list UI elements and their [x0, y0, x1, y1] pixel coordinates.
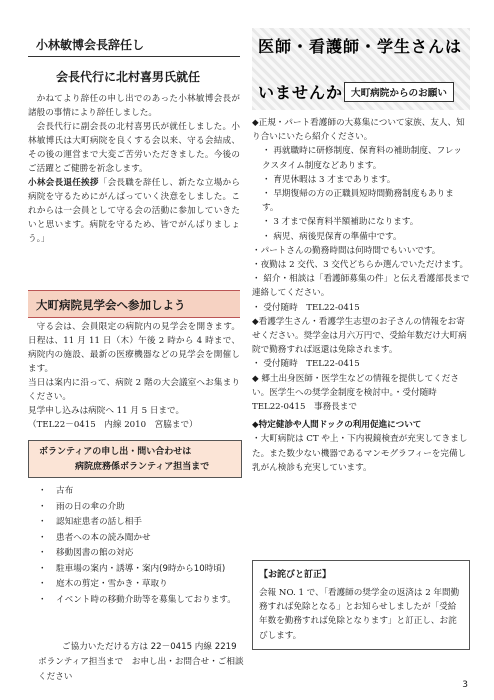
resignation-para-2: 会長代行に副会長の北村喜男氏が就任しました。小林敏博氏は大町病院を良くする会以来、守る会結成、その後の運営まで大変ご苦労いただきました。今後のご活躍とご健勝を祈念します。 [28, 122, 240, 174]
recruit-line: ◆正規・パート看護師の大募集について家族、友人、知り合いにいたら紹介ください。 [252, 118, 465, 143]
list-item: ・ イベント時の移動介助等を募集しております。 [38, 593, 240, 609]
article-subtitle: 会長代行に北村喜男氏就任 [56, 70, 201, 84]
list-item: ・ 認知症患者の話し相手 [38, 515, 240, 531]
volunteer-contact-line-2: ボランティア担当まで お申し出・お問合せ・ご相談ください [38, 657, 244, 682]
apology-title: 【お詫びと訂正】 [259, 570, 332, 580]
recruit-line: ・ 早期復帰の方の正職員短時間勤務制度もあります。 [262, 189, 454, 214]
greeting-para [28, 176, 240, 246]
recruit-line: ・ 受付随時 TEL22-0415 [252, 359, 360, 370]
resignation-article [28, 92, 240, 246]
recruit-title-line-2: いませんか [258, 83, 344, 102]
volunteer-header-box [28, 440, 242, 478]
apology-text: 会報 NO. 1 で、「看護師の奨学金の返済は 2 年間勤務すれば免除となる」とお知らせしましたが「受給年数を勤務すれば免除となります」と訂正し、お詫びします。 [259, 588, 460, 641]
recruit-title-line-1: 医師・看護師・学生さんは [258, 37, 463, 56]
resignation-para-1: かねてより辞任の申し出でのあった小林敏博会長が諸般の事情により辞任しました。 [28, 94, 240, 118]
greeting-label: 小林会長退任挨拶 [28, 178, 99, 188]
page-number: 3 [462, 680, 468, 690]
tour-header-band [28, 290, 240, 318]
recruit-line: ・ 再就職時に研修制度、保育料の補助制度、フレックスタイム制度などあります。 [262, 146, 462, 171]
recruit-line: ・ 紹介・相談は「看護師募集の件」と伝え看護部長まで連絡してください。 [252, 274, 470, 299]
volunteer-header-line-1: ボランティアの申し出・問い合わせは [39, 447, 192, 457]
tour-para-2: 当日は案内に沿って、病院 2 階の大会議室へお集まりください。 [28, 378, 240, 402]
recruit-line: ・ 育児休暇は 3 才まであります。 [262, 174, 396, 185]
list-item: ・ 患者への本の読み聞かせ [38, 531, 240, 547]
volunteer-list [38, 484, 240, 608]
recruit-line: ・ 3 才まで保育料半額補助になります。 [262, 217, 419, 228]
article-title: 小林敏博会長辞任し [36, 38, 145, 52]
list-item: ・ 移動図書の館の対応 [38, 546, 240, 562]
tour-para-4: （TEL22－0415 内線 2010 宮脇まで） [28, 420, 198, 430]
tour-header: 大町病院見学会へ参加しよう [36, 298, 186, 312]
list-item: ・ 古布 [38, 484, 240, 500]
tour-para-3: 見学申し込みは病院へ 11 月 5 日まで。 [28, 406, 185, 416]
recruit-hero [252, 28, 470, 110]
recruit-line: ◆ 郷土出身医師・医学生などの情報を提供してください。医学生への奨学金制度を検討中。・受付随時 TEL22-0415 事務長まで [252, 373, 459, 413]
greeting-text: 「会長職を辞任し、新たな立場から病院を守るためにがんばっていく決意をしました。これからは一会員として守る会の活動に参加していきたいと思います。病院を守るため、皆でがんばりましょう。」 [28, 178, 240, 244]
volunteer-contact-line-1: ご協力いただける方は 22－0415 内線 2219 [62, 642, 237, 652]
checkup-text: ・大町病院は CT や上・下内視鏡検査が充実してきました。また数少ない機器であるマンモグラフィーを完備し乳がん検診も充実しています。 [252, 434, 468, 473]
title-rule [28, 56, 240, 57]
recruit-request-box: 大町病院からのお願い [344, 82, 454, 102]
recruit-body [252, 116, 470, 475]
tour-para-1: 守る会は、会員限定の病院内の見学会を開きます。日程は、11 月 11 日（木）午後 2 時から 4 時まで、病院内の施設、最新の医療機器などの見学会を開催します。 [28, 322, 240, 374]
apology-notice [252, 560, 470, 650]
volunteer-contact [38, 640, 250, 685]
recruit-line: ・夜勤は 2 交代、3 交代どちらか選んでいただけます。 [252, 260, 469, 271]
tour-article [28, 320, 240, 432]
checkup-heading: ◆特定健診や人間ドックの利用促進について [252, 420, 422, 431]
recruit-line: ◆看護学生さん・看護学生志望のお子さんの情報をお寄せください。奨学金は月六万円で、受給年数だけ大町病院で勤務すれば返還は免除されます。 [252, 316, 467, 356]
list-item: ・ 駐車場の案内・誘導・案内(9時から10時頃) [38, 562, 240, 578]
list-item: ・ 庭木の剪定・雪かき・草取り [38, 577, 240, 593]
recruit-line: ・ 病児、病後児保育の準備中です。 [262, 231, 402, 242]
recruit-line: ・パートさんの勤務時間は何時間でもいいです。 [252, 245, 441, 256]
recruit-line: ・ 受付随時 TEL22-0415 [252, 302, 360, 313]
list-item: ・ 雨の日の傘の介助 [38, 500, 240, 516]
volunteer-header-line-2: 病院庶務係ボランティア担当まで [75, 462, 210, 472]
